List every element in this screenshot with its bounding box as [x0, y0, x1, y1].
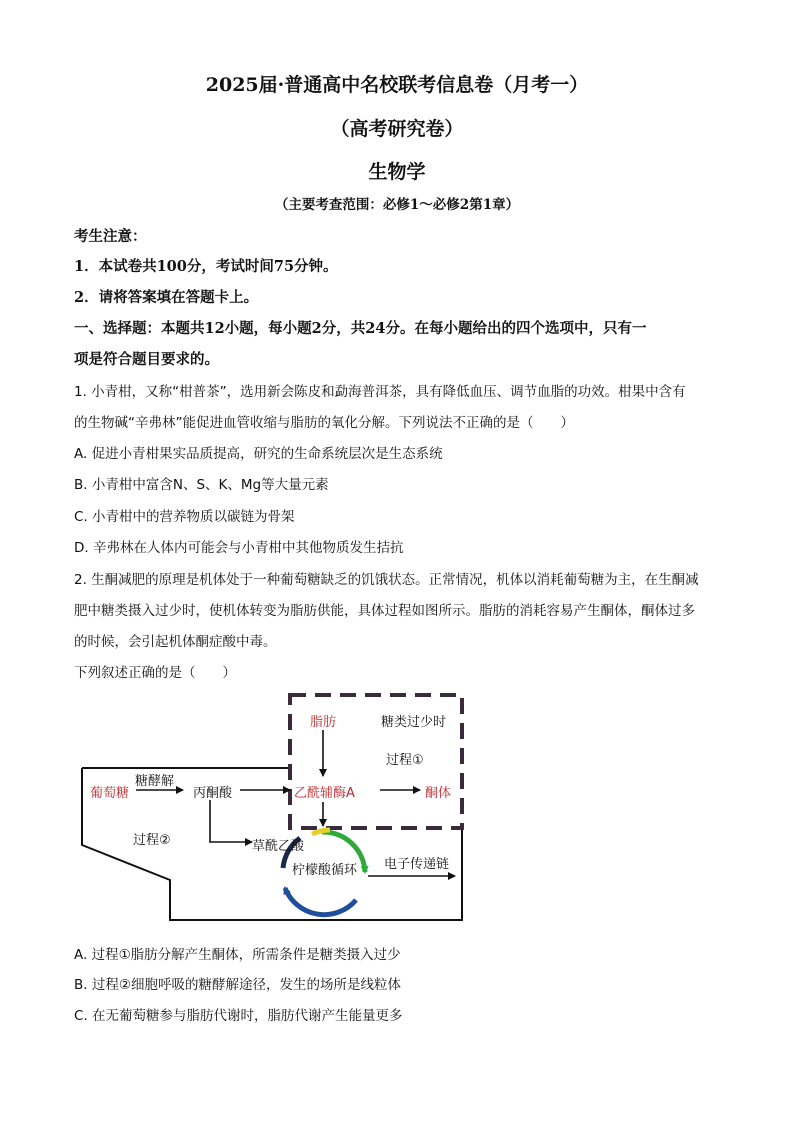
q1-option-c: C. 小青柑中的营养物质以碳链为骨架	[74, 509, 295, 525]
notice-heading: 考生注意：	[74, 228, 147, 245]
arrow-pyruvate-oxaloacetate	[210, 800, 252, 842]
q2-stem-line3: 的时候，会引起机体酮症酸中毒。	[74, 634, 277, 650]
label-glycolysis: 糖酵解	[135, 774, 175, 789]
cell-outline	[82, 768, 462, 920]
q2-stem-line4: 下列叙述正确的是（ ）	[74, 665, 236, 681]
label-acetyl-coa: 乙酰辅酶A	[294, 786, 355, 801]
q1-option-d: D. 辛弗林在人体内可能会与小青柑中其他物质发生拮抗	[74, 540, 404, 556]
q1-option-b: B. 小青柑中富含N、S、K、Mg等大量元素	[74, 477, 329, 493]
cycle-arc-yellow	[312, 830, 330, 834]
q1-stem-line1: 1. 小青柑，又称“柑普茶”，选用新会陈皮和勐海普洱茶，具有降低血压、调节血脂的功效。柑果中含有	[74, 384, 686, 400]
label-glucose: 葡萄糖	[90, 786, 130, 801]
cycle-arc-green	[322, 832, 365, 872]
exam-subtitle: （高考研究卷）	[330, 118, 464, 140]
exam-title: 2025届·普通高中名校联考信息卷（月考一）	[205, 74, 589, 96]
notice-item: 2．请将答案填在答题卡上。	[74, 289, 259, 306]
cycle-arc-blue	[285, 888, 356, 915]
q2-option-c: C. 在无葡萄糖参与脂肪代谢时，脂肪代谢产生能量更多	[74, 1008, 403, 1024]
section-heading-line1: 一、选择题：本题共12小题，每小题2分，共24分。在每小题给出的四个选项中，只有一	[74, 320, 647, 337]
label-etc: 电子传递链	[384, 857, 450, 872]
exam-scope: （主要考查范围：必修1～必修2第1章）	[274, 197, 520, 213]
label-citric-cycle: 柠檬酸循环	[292, 863, 358, 878]
label-low-sugar: 糖类过少时	[381, 715, 447, 730]
q2-option-b: B. 过程②细胞呼吸的糖酵解途径，发生的场所是线粒体	[74, 977, 401, 993]
subject-title: 生物学	[368, 161, 426, 183]
cycle-arc-dark	[283, 838, 300, 868]
label-fat: 脂肪	[310, 715, 337, 730]
label-process2: 过程②	[133, 833, 171, 848]
q2-option-a: A. 过程①脂肪分解产生酮体，所需条件是糖类摄入过少	[74, 947, 401, 963]
q2-stem-line2: 肥中糖类摄入过少时，使机体转变为脂肪供能，具体过程如图所示。脂肪的消耗容易产生酮体，酮体过多	[74, 603, 695, 619]
label-process1: 过程①	[386, 753, 424, 768]
label-pyruvate: 丙酮酸	[193, 786, 233, 801]
notice-item: 1．本试卷共100分，考试时间75分钟。	[74, 258, 338, 275]
mitochondria-dashed-box	[290, 695, 462, 828]
section-heading-line2: 项是符合题目要求的。	[74, 351, 219, 368]
q1-stem-line2: 的生物碱“辛弗林”能促进血管收缩与脂肪的氧化分解。下列说法不正确的是（ ）	[74, 415, 574, 431]
q1-option-a: A. 促进小青柑果实品质提高，研究的生命系统层次是生态系统	[74, 446, 443, 462]
q2-stem-line1: 2. 生酮减肥的原理是机体处于一种葡萄糖缺乏的饥饿状态。正常情况，机体以消耗葡萄糖为主，在生酮减	[74, 572, 699, 588]
label-oxaloacetate: 草酰乙酸	[252, 839, 305, 854]
label-ketone: 酮体	[425, 786, 452, 801]
